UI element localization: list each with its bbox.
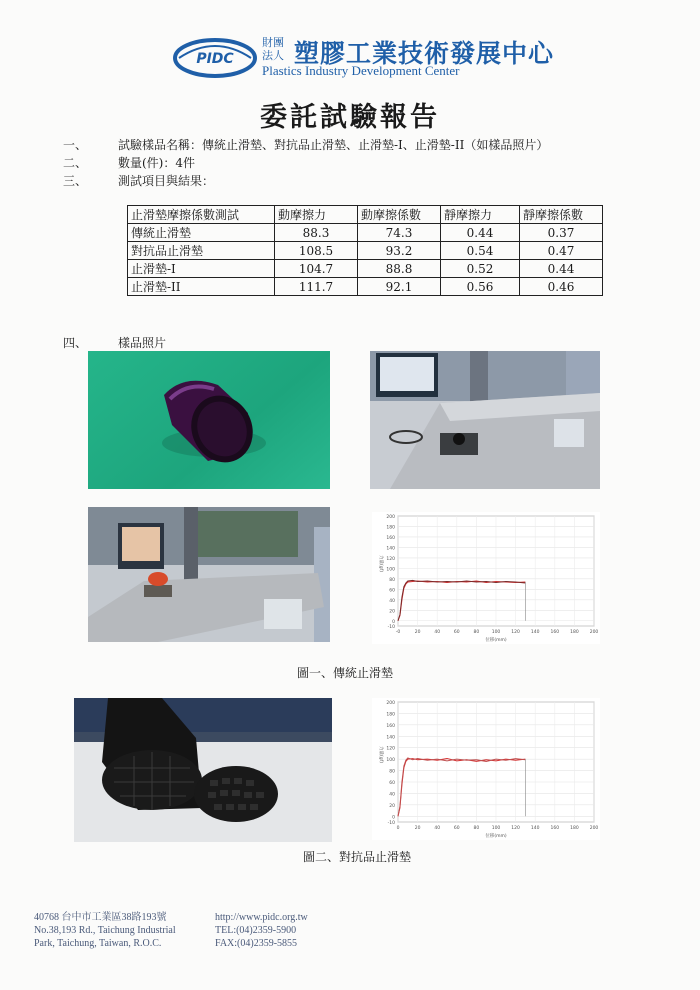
- table-cell: 對抗品止滑墊: [128, 242, 275, 260]
- x-tick-label: 60: [453, 630, 460, 635]
- table-row: [128, 224, 603, 242]
- table-header-row: [128, 206, 603, 224]
- item-quantity: 數量(件)：4件: [118, 156, 195, 170]
- table-header-cell: 靜摩擦係數: [520, 206, 603, 224]
- y-tick-label: 20: [389, 803, 395, 809]
- y-tick-label: 80: [389, 577, 395, 583]
- y-tick-label: 180: [386, 712, 395, 718]
- photo-sample-competitor: [74, 698, 332, 842]
- x-tick-label: 160: [550, 826, 560, 831]
- y-tick-label: 180: [386, 525, 395, 531]
- y-tick-label: 80: [389, 769, 395, 775]
- y-axis-label: 力量(gf): [378, 746, 383, 763]
- x-tick-label: 80: [473, 826, 480, 831]
- y-tick-label: 40: [389, 792, 395, 798]
- x-axis-label: 位移(mm): [485, 638, 507, 643]
- y-tick-label: 20: [389, 609, 395, 615]
- table-cell: 93.2: [358, 242, 441, 260]
- item-number: 一、: [63, 138, 88, 152]
- y-tick-label: 100: [386, 567, 395, 573]
- y-tick-label: -10: [387, 821, 395, 826]
- figure-caption: 圖二、對抗品止滑墊: [303, 850, 412, 864]
- table-cell: 止滑墊-I: [128, 260, 275, 278]
- table-cell: 0.54: [441, 242, 520, 260]
- x-tick-label: 20: [414, 630, 421, 635]
- y-tick-label: 200: [386, 515, 395, 520]
- table-cell: 0.37: [520, 224, 603, 242]
- item-sample-names: 試驗樣品名稱：傳統止滑墊、對抗品止滑墊、止滑墊-I、止滑墊-II（如樣品照片）: [118, 138, 549, 152]
- y-tick-label: 60: [389, 588, 395, 594]
- friction-chart-2: [372, 698, 600, 840]
- x-tick-label: -0: [395, 630, 401, 635]
- table-cell: 88.8: [358, 260, 441, 278]
- photo-sample-traditional: [88, 351, 330, 489]
- x-tick-label: 200: [589, 630, 599, 635]
- org-name: 塑膠工業技術發展中心: [294, 39, 555, 68]
- table-cell: 111.7: [275, 278, 358, 296]
- footer-address: [34, 911, 176, 950]
- x-tick-label: 140: [530, 630, 540, 635]
- org-prefix: 財團 法人: [262, 36, 284, 62]
- x-tick-label: 180: [570, 630, 579, 635]
- results-table: [127, 205, 603, 296]
- footer-address-zh: 40768 台中市工業區38路193號: [34, 912, 167, 923]
- table-row: [128, 260, 603, 278]
- table-cell: 0.46: [520, 278, 603, 296]
- footer-url[interactable]: http://www.pidc.org.tw: [215, 912, 308, 923]
- table-cell: 0.44: [441, 224, 520, 242]
- y-tick-label: 120: [386, 556, 395, 562]
- table-cell: 0.47: [520, 242, 603, 260]
- x-tick-label: 120: [511, 826, 520, 831]
- y-tick-label: 60: [389, 781, 395, 786]
- y-tick-label: 40: [389, 598, 395, 604]
- x-tick-label: 140: [530, 826, 540, 831]
- report-title: 委託試驗報告: [260, 102, 440, 133]
- table-cell: 0.56: [441, 278, 520, 296]
- photo-test-machine-2: [88, 507, 330, 642]
- y-tick-label: 120: [386, 746, 395, 752]
- footer-address-en-1: No.38,193 Rd., Taichung Industrial: [34, 925, 176, 936]
- x-tick-label: 200: [589, 826, 599, 831]
- y-tick-label: 160: [386, 723, 395, 729]
- item-number: 四、: [63, 336, 88, 350]
- x-tick-label: 40: [434, 630, 441, 635]
- x-tick-label: 120: [511, 630, 520, 635]
- x-tick-label: 100: [491, 630, 501, 635]
- y-tick-label: 140: [386, 546, 395, 552]
- x-tick-label: 20: [414, 826, 421, 831]
- table-row: [128, 242, 603, 260]
- item-photos: 樣品照片: [118, 336, 167, 350]
- table-cell: 74.3: [358, 224, 441, 242]
- item-number: 三、: [63, 174, 88, 188]
- footer-fax: FAX:(04)2359-5855: [215, 938, 298, 949]
- table-cell: 傳統止滑墊: [128, 224, 275, 242]
- pidc-logo: [173, 36, 257, 80]
- x-tick-label: 60: [453, 826, 460, 831]
- table-header-cell: 動摩擦係數: [358, 206, 441, 224]
- figure-caption: 圖一、傳統止滑墊: [297, 666, 394, 680]
- table-cell: 88.3: [275, 224, 358, 242]
- y-tick-label: 0: [392, 619, 395, 625]
- footer-tel: TEL:(04)2359-5900: [215, 925, 297, 936]
- y-axis-label: 力量(gf): [378, 555, 383, 572]
- x-tick-label: 100: [491, 826, 501, 831]
- table-header-cell: 靜摩擦力: [441, 206, 520, 224]
- org-name-en: Plastics Industry Development Center: [262, 63, 460, 78]
- logo-text: PIDC: [196, 51, 234, 67]
- x-tick-label: 160: [550, 630, 560, 635]
- y-tick-label: -10: [387, 625, 395, 630]
- table-cell: 止滑墊-II: [128, 278, 275, 296]
- x-tick-label: 180: [570, 826, 579, 831]
- y-tick-label: 0: [392, 815, 395, 821]
- y-tick-label: 160: [386, 535, 395, 541]
- table-cell: 0.44: [520, 260, 603, 278]
- table-cell: 104.7: [275, 260, 358, 278]
- item-number: 二、: [63, 156, 88, 170]
- y-tick-label: 100: [386, 758, 395, 764]
- x-tick-label: 0: [396, 826, 400, 831]
- table-cell: 92.1: [358, 278, 441, 296]
- footer-contact: [215, 911, 308, 950]
- table-header-cell: 止滑墊摩擦係數測試: [128, 206, 275, 224]
- table-header-cell: 動摩擦力: [275, 206, 358, 224]
- footer-address-en-2: Park, Taichung, Taiwan, R.O.C.: [34, 938, 162, 949]
- y-tick-label: 200: [386, 701, 395, 706]
- x-axis-label: 位移(mm): [485, 834, 507, 839]
- item-test-items: 測試項目與結果：: [118, 174, 215, 188]
- x-tick-label: 40: [434, 826, 441, 831]
- y-tick-label: 140: [386, 735, 395, 741]
- photo-test-machine-1: [370, 351, 600, 489]
- friction-chart-1: [372, 512, 600, 644]
- x-tick-label: 80: [473, 630, 480, 635]
- table-cell: 0.52: [441, 260, 520, 278]
- table-cell: 108.5: [275, 242, 358, 260]
- table-row: [128, 278, 603, 296]
